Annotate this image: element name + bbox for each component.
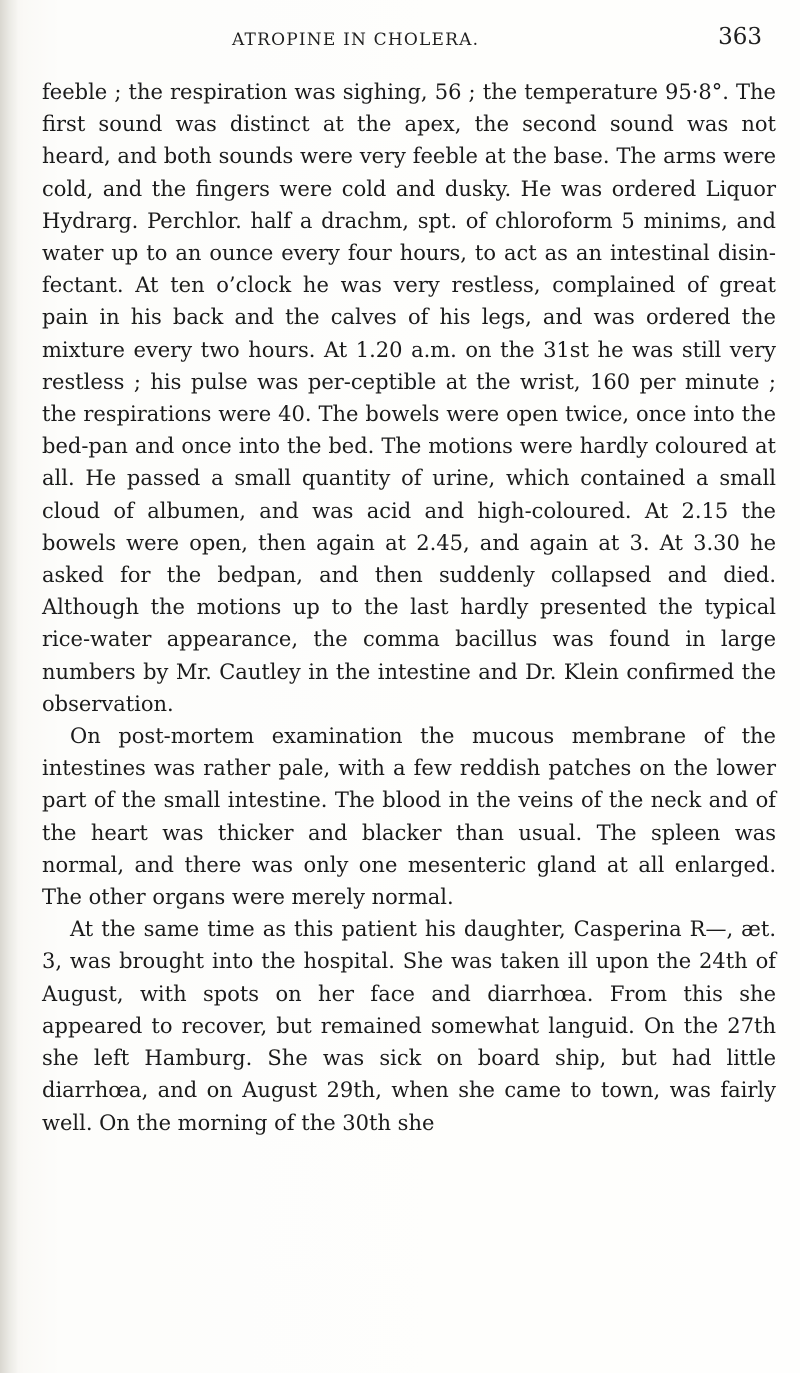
page-header	[42, 22, 776, 62]
body-text	[42, 76, 776, 1139]
running-head: ATROPINE IN CHOLERA.	[232, 30, 480, 50]
page-number: 363	[718, 24, 762, 50]
paragraph-post-mortem: On post-mortem examination the mucous membrane of the intestines was rather pale, with a few reddish patches on the lower part of the small intestine. The blood in the veins of the neck and of the heart was thicker and blacker than usual. The spleen was normal, and there was only one mesenteric gland at all enlarged. The other organs were merely normal.	[42, 724, 776, 910]
paragraph-case-continuation: feeble ; the respiration was sighing, 56 ; the temperature 95·8°. The first sound was distinct at the apex, the second sound was not heard, and both sounds were very feeble at the base. The arms were cold, and the fingers were cold and dusky. He was ordered Liquor Hydrarg. Perchlor. half a drachm, spt. of chloroform 5 minims, and water up to an ounce every four hours, to act as an intestinal disin-fectant. At ten o’clock he was very restless, complained of great pain in his back and the calves of his legs, and was ordered the mixture every two hours. At 1.20 a.m. on the 31st he was still very restless ; his pulse was per-ceptible at the wrist, 160 per minute ; the respirations were 40. The bowels were open twice, once into the bed-pan and once into the bed. The motions were hardly coloured at all. He passed a small quantity of urine, which contained a small cloud of albumen, and was acid and high-coloured. At 2.15 the bowels were open, then again at 2.45, and again at 3. At 3.30 he asked for the bedpan, and then suddenly collapsed and died. Although the motions up to the last hardly presented the typical rice-water appearance, the comma bacillus was found in large numbers by Mr. Cautley in the intestine and Dr. Klein confirmed the observation.	[42, 80, 776, 716]
binding-shadow	[0, 0, 18, 1373]
paragraph-daughter-case: At the same time as this patient his daughter, Casperina R—, æt. 3, was brought into the hospital. She was taken ill upon the 24th of August, with spots on her face and diarrhœa. From this she appeared to recover, but remained somewhat languid. On the 27th she left Hamburg. She was sick on board ship, but had little diarrhœa, and on August 29th, when she came to town, was fairly well. On the morning of the 30th she	[42, 917, 776, 1135]
